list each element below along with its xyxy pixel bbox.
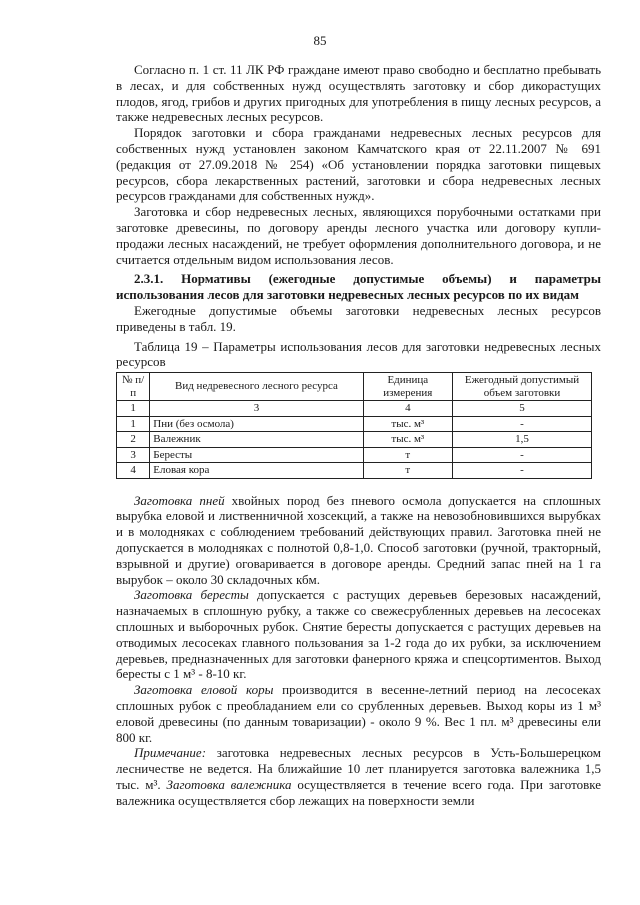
row-unit: тыс. м³	[363, 416, 452, 432]
table-row	[117, 463, 592, 479]
table-row	[117, 416, 592, 432]
row-number: 2	[117, 432, 150, 448]
section-number: 2.3.1.	[134, 271, 164, 287]
paragraph-spruce-bark	[116, 682, 601, 745]
row-volume: 1,5	[453, 432, 592, 448]
row-number: 4	[117, 463, 150, 479]
table-header-row	[117, 373, 592, 401]
colnum-5: 5	[453, 401, 592, 417]
paragraph-stumps	[116, 493, 601, 588]
document-body	[116, 62, 601, 809]
birch-text: допускается с растущих деревьев березовых насаждений, назначаемых в сплошную рубку, а также со свежесрубленных деревьев на лесосеках сплошных и выборочных рубок. Снятие бересты допускается с растущих деревьев на отводимых лесосеках главного пользования за 1-2 года до их рубки, за исключением деревьев, предназначенных для заготовки фанерного кряжа и спецсортиментов. Выход бересты с 1 м³ - 8-10 кг.	[116, 587, 601, 682]
birch-lead: Заготовка бересты	[134, 587, 249, 603]
paragraph-procedure-law: Порядок заготовки и сбора гражданами недревесных лесных ресурсов для собственных нужд установлен законом Камчатского края от 22.11.2007 № 691 (редакция от 27.09.2018 № 254) «Об установлении порядка заготовки пищевых ресурсов, сбора лекарственных растений, заготовки и сбора недревесных лесных ресурсов гражданами для собственных нужд».	[116, 125, 601, 204]
row-resource: Еловая кора	[150, 463, 363, 479]
row-resource: Валежник	[150, 432, 363, 448]
table-caption: Таблица 19 – Параметры использования лесов для заготовки недревесных лесных ресурсов	[116, 338, 601, 370]
bark-lead: Заготовка еловой коры	[134, 682, 274, 698]
table-row	[117, 447, 592, 463]
table-19	[116, 372, 592, 479]
row-number: 3	[117, 447, 150, 463]
row-volume: -	[453, 463, 592, 479]
note-lead: Примечание:	[134, 745, 207, 761]
table-row	[117, 432, 592, 448]
header-volume: Ежегодный допустимый объем заготовки	[453, 373, 592, 401]
colnum-3: 3	[150, 401, 363, 417]
stumps-lead: Заготовка пней	[134, 492, 225, 508]
row-resource: Пни (без осмола)	[150, 416, 363, 432]
section-title: Нормативы (ежегодные допустимые объемы) и параметры использования лесов для заготовки недревесных лесных ресурсов по их видам	[116, 271, 601, 303]
paragraph-logging-residues: Заготовка и сбор недревесных лесных, являющихся порубочными остатками при заготовке древесины, по договору аренды лесного участка или договору купли-продажи лесных насаждений, не требует оформления дополнительного договора, и не считается отдельным видом использования лесов.	[116, 204, 601, 267]
stumps-text: хвойных пород без пневого осмола допускается на сплошных вырубка еловой и лиственничной хозсекций, а также на невозобновившихся вырубках и в молодняках с соблюдением требований действующих правил. Заготовка пней не допускается в молодняках с полнотой 0,8-1,0. Способ заготовки (ручной, тракторный, взрывной и другие) оговаривается в договоре аренды. Средний запас пней на 1 га вырубок – около 30 складочных кбм.	[116, 492, 601, 587]
note-text: заготовка недревесных лесных ресурсов в Усть-Большерецком лесничестве не ведется. На ближайшие 10 лет планируется заготовка валежника 1,5 тыс. м³.	[116, 745, 601, 792]
deadwood-text: осуществляется в течение всего года. При заготовке валежника осуществляется сбор лежащих на поверхности земли	[116, 776, 602, 808]
row-unit: т	[363, 447, 452, 463]
page-number: 85	[313, 33, 327, 48]
section-intro: Ежегодные допустимые объемы заготовки недревесных лесных ресурсов приведены в табл. 19.	[116, 302, 601, 334]
row-number: 1	[117, 416, 150, 432]
header-resource: Вид недревесного лесного ресурса	[150, 373, 363, 401]
row-unit: т	[363, 463, 452, 479]
row-volume: -	[453, 447, 592, 463]
colnum-1: 1	[117, 401, 150, 417]
row-resource: Бересты	[150, 447, 363, 463]
row-unit: тыс. м³	[363, 432, 452, 448]
header-number: № п/п	[117, 373, 150, 401]
paragraph-right-to-visit: Согласно п. 1 ст. 11 ЛК РФ граждане имеют право свободно и бесплатно пребывать в лесах, и для собственных нужд осуществлять заготовку и сбор дикорастущих плодов, ягод, грибов и других пригодных для употребления в пищу лесных ресурсов, а также недревесных лесных ресурсов.	[116, 62, 601, 125]
bark-text: производится в весенне-летний период на лесосеках сплошных рубок с преобладанием ели со срубленных деревьев. Выход коры из 1 м³ еловой древесины (по данным товаризации) - около 9 %. Вес 1 пл. м³ древесины ели 800 кг.	[116, 682, 601, 745]
table-column-numbers-row	[117, 401, 592, 417]
section-heading	[116, 271, 601, 303]
colnum-4: 4	[363, 401, 452, 417]
paragraph-note	[116, 745, 601, 808]
paragraph-birch-bark	[116, 587, 601, 682]
row-volume: -	[453, 416, 592, 432]
deadwood-lead: Заготовка валежника	[166, 776, 292, 792]
header-unit: Единица измерения	[363, 373, 452, 401]
